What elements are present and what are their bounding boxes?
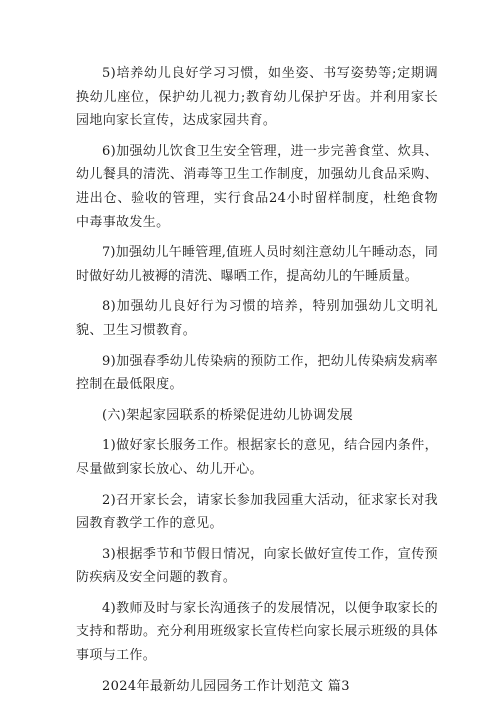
- paragraph-item-3: 3)根据季节和节假日情况，向家长做好宣传工作，宣传预防疾病及安全问题的教育。: [76, 546, 438, 586]
- paragraph-item-6: 6)加强幼儿饮食卫生安全管理，进一步完善食堂、炊具、幼儿餐具的清洗、消毒等卫生工作制度，加强幼儿食品采购、进出仓、验收的管理，实行食品24小时留样制度，杜绝食物中毒事故发生。: [76, 143, 438, 230]
- section-heading: (六)架起家园联系的桥梁促进幼儿协调发展: [102, 407, 354, 423]
- next-article-title: 2024年最新幼儿园园务工作计划范文 篇3: [102, 678, 350, 694]
- paragraph-item-4: 4)教师及时与家长沟通孩子的发展情况，以便争取家长的支持和帮助。充分利用班级家长宣传栏向家长展示班级的具体事项与工作。: [76, 600, 438, 664]
- paragraph-item-5: 5)培养幼儿良好学习习惯，如坐姿、书写姿势等;定期调换幼儿座位，保护幼儿视力;教育幼儿保护牙齿。并利用家长园地向家长宣传，达成家园共育。: [76, 66, 438, 129]
- paragraph-item-2: 2)召开家长会，请家长参加我园重大活动，征求家长对我园教育教学工作的意见。: [76, 492, 438, 532]
- paragraph-item-9: 9)加强春季幼儿传染病的预防工作，把幼儿传染病发病率控制在最低限度。: [76, 353, 438, 393]
- paragraph-item-7: 7)加强幼儿午睡管理,值班人员时刻注意幼儿午睡动态，同时做好幼儿被褥的清洗、曝晒工作，提高幼儿的午睡质量。: [76, 245, 438, 284]
- paragraph-item-1: 1)做好家长服务工作。根据家长的意见，结合园内条件，尽量做到家长放心、幼儿开心。: [76, 438, 438, 477]
- document-page: [76, 62, 438, 705]
- paragraph-item-8: 8)加强幼儿良好行为习惯的培养，特别加强幼儿文明礼貌、卫生习惯教育。: [76, 299, 438, 338]
